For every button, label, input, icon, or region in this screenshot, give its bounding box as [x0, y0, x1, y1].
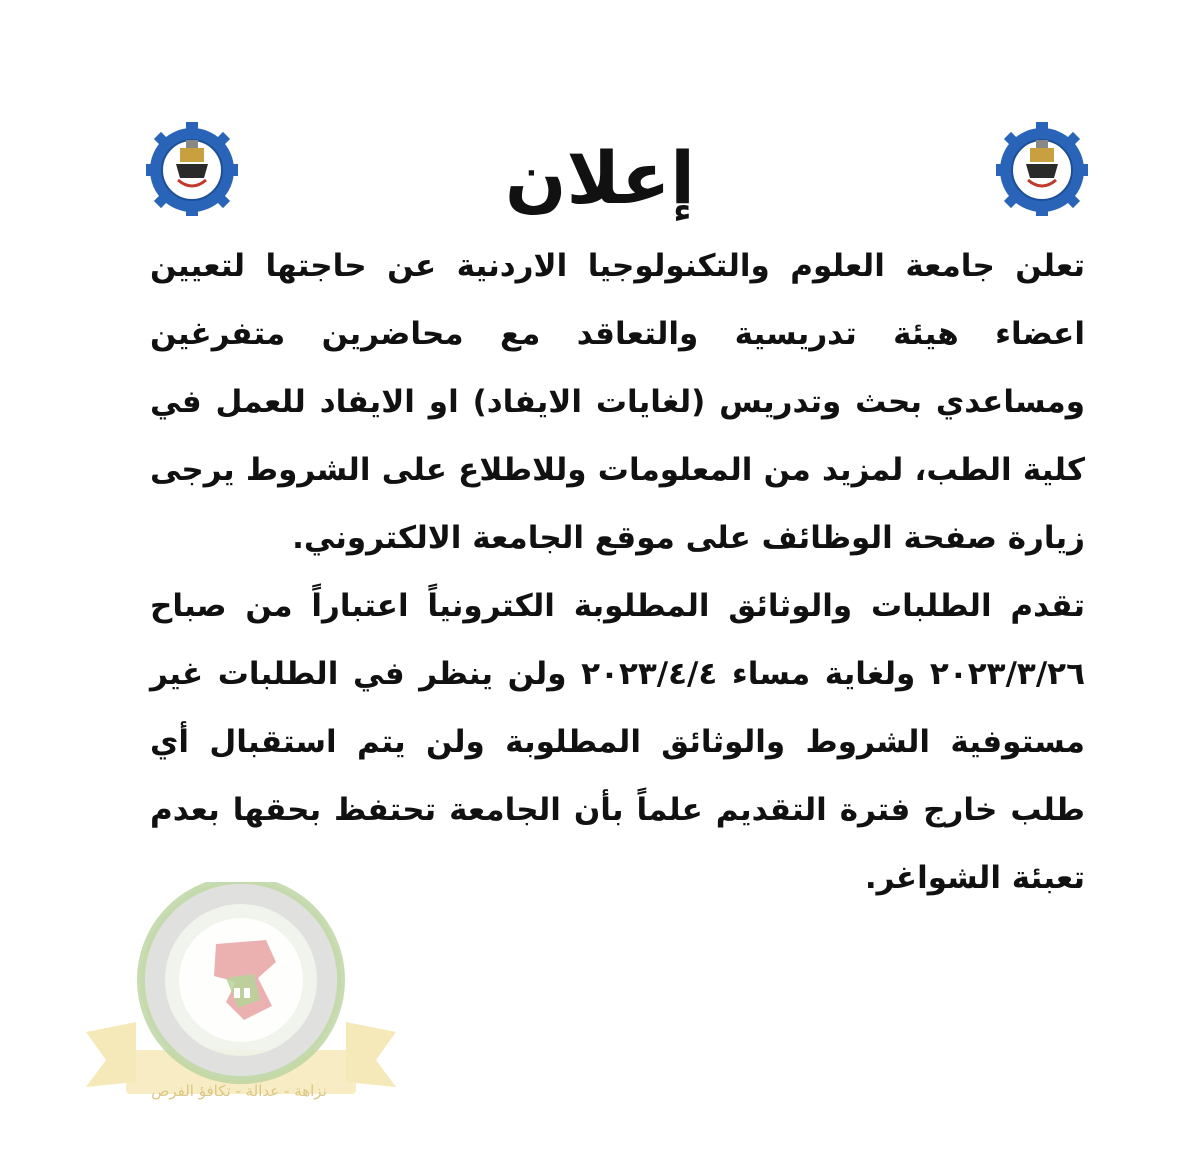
- announcement-title: إعلان: [505, 136, 695, 220]
- announcement-body: [150, 232, 1085, 912]
- civil-service-bureau-seal-icon: [76, 882, 406, 1142]
- announcement-paragraph: تقدم الطلبات والوثائق المطلوبة الكترونياً اعتباراً من صباح ٢٠٢٣/٣/٢٦ ولغاية مساء ٢٠٢٣/٤/٤ ولن ينظر في الطلبات غير مستوفية الشروط والوثائق المطلوبة ولن يتم استقبال أي طلب خارج فترة التقديم علماً بأن الجامعة تحتفظ بحقها بعدم تعبئة الشواغر.: [150, 588, 1085, 896]
- announcement-paragraph: تعلن جامعة العلوم والتكنولوجيا الاردنية عن حاجتها لتعيين اعضاء هيئة تدريسية والتعاقد مع محاضرين متفرغين ومساعدي بحث وتدريس (لغايات الايفاد) او الايفاد للعمل في كلية الطب، لمزيد من المعلومات وللاطلاع على الشروط يرجى زيارة صفحة الوظائف على موقع الجامعة الالكتروني.: [150, 248, 1085, 556]
- watermark-slogan: نزاهة - عدالة - تكافؤ الفرص: [151, 1082, 327, 1100]
